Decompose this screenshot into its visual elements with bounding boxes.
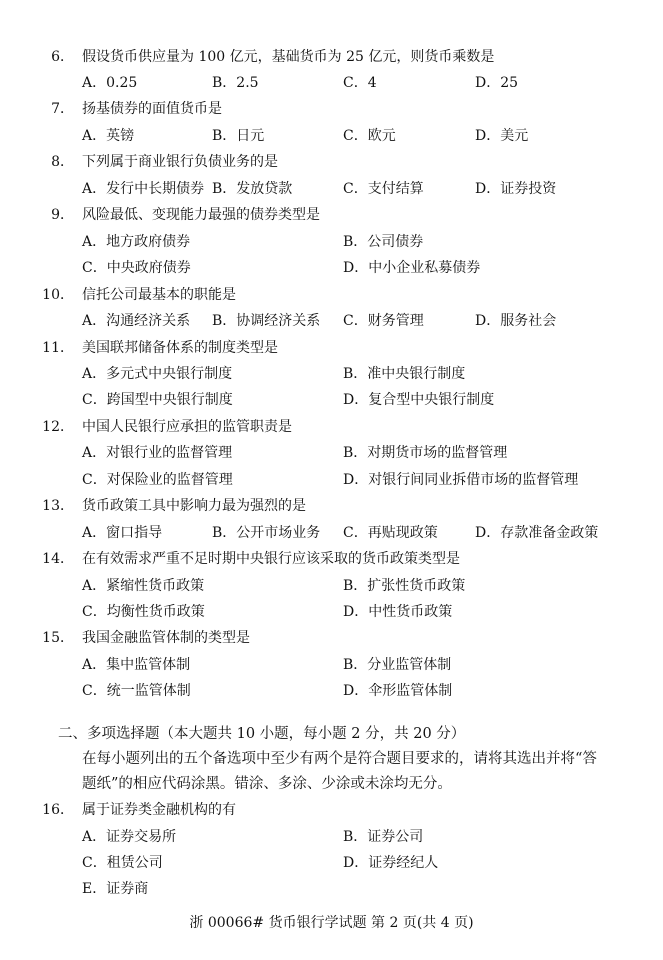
option-c: C．4 xyxy=(343,75,377,91)
option-a: A．对银行业的监督管理 xyxy=(82,445,233,461)
option-d: D．25 xyxy=(475,75,519,91)
option-a: A．地方政府债券 xyxy=(82,234,191,250)
option-a: A．0.25 xyxy=(82,75,138,91)
question-number: 9． xyxy=(51,207,74,223)
option-b: B．2.5 xyxy=(212,75,259,91)
option-c: C．租赁公司 xyxy=(82,855,163,871)
option-b: B．协调经济关系 xyxy=(212,313,321,329)
question-text: 在有效需求严重不足时期中央银行应该采取的货币政策类型是 xyxy=(82,551,460,567)
question-text: 货币政策工具中影响力最为强烈的是 xyxy=(82,498,306,514)
question-text: 假设货币供应量为 100 亿元，基础货币为 25 亿元，则货币乘数是 xyxy=(82,49,495,65)
option-a: A．发行中长期债券 xyxy=(82,181,205,197)
option-d: D．证券经纪人 xyxy=(343,855,439,871)
question-text: 信托公司最基本的职能是 xyxy=(82,287,236,303)
option-b: B．对期货市场的监督管理 xyxy=(343,445,508,461)
option-d: D．美元 xyxy=(475,128,529,144)
option-d: D．复合型中央银行制度 xyxy=(343,392,495,408)
option-c: C．对保险业的监督管理 xyxy=(82,472,233,488)
option-c: C．统一监管体制 xyxy=(82,683,191,699)
question-number: 11． xyxy=(42,340,74,356)
option-a: A．证券交易所 xyxy=(82,829,177,845)
question-text: 风险最低、变现能力最强的债券类型是 xyxy=(82,207,320,223)
option-c: C．均衡性货币政策 xyxy=(82,604,205,620)
option-b: B．公开市场业务 xyxy=(212,525,321,541)
question-number: 13． xyxy=(42,498,74,514)
option-a: A．窗口指导 xyxy=(82,525,163,541)
option-b: B．分业监管体制 xyxy=(343,657,452,673)
section-instruction-line-2: 题纸”的相应代码涂黑。错涂、多涂、少涂或未涂均无分。 xyxy=(82,776,452,792)
question-text: 美国联邦储备体系的制度类型是 xyxy=(82,340,278,356)
option-b: B．公司债券 xyxy=(343,234,424,250)
option-d: D．存款准备金政策 xyxy=(475,525,599,541)
question-text: 属于证券类金融机构的有 xyxy=(82,802,236,818)
question-text: 中国人民银行应承担的监管职责是 xyxy=(82,419,292,435)
option-b: B．准中央银行制度 xyxy=(343,366,466,382)
option-b: B．发放贷款 xyxy=(212,181,293,197)
question-number: 6． xyxy=(51,49,74,65)
option-a: A．集中监管体制 xyxy=(82,657,191,673)
question-number: 10． xyxy=(42,287,74,303)
option-b: B．日元 xyxy=(212,128,265,144)
option-d: D．中小企业私募债券 xyxy=(343,260,481,276)
option-d: D．证券投资 xyxy=(475,181,557,197)
option-a: A．紧缩性货币政策 xyxy=(82,578,205,594)
option-c: C．欧元 xyxy=(343,128,396,144)
option-a: A．沟通经济关系 xyxy=(82,313,191,329)
question-text: 下列属于商业银行负债业务的是 xyxy=(82,154,278,170)
option-a: A．英镑 xyxy=(82,128,135,144)
option-b: B．证券公司 xyxy=(343,829,424,845)
section-instruction-line-1: 在每小题列出的五个备选项中至少有两个是符合题目要求的，请将其选出并将“答 xyxy=(82,751,597,767)
option-c: C．跨国型中央银行制度 xyxy=(82,392,233,408)
question-text: 扬基债券的面值货币是 xyxy=(82,101,222,117)
option-d: D．对银行间同业拆借市场的监督管理 xyxy=(343,472,579,488)
page-footer: 浙 00066# 货币银行学试题 第 2 页(共 4 页) xyxy=(189,915,474,931)
option-d: D．服务社会 xyxy=(475,313,557,329)
question-text: 我国金融监管体制的类型是 xyxy=(82,630,250,646)
option-d: D．中性货币政策 xyxy=(343,604,453,620)
question-number: 7． xyxy=(51,101,74,117)
question-number: 12． xyxy=(42,419,74,435)
option-a: A．多元式中央银行制度 xyxy=(82,366,233,382)
option-e: E．证券商 xyxy=(82,881,149,897)
option-c: C．支付结算 xyxy=(343,181,424,197)
option-d: D．伞形监管体制 xyxy=(343,683,453,699)
section-heading: 二、多项选择题（本大题共 10 小题，每小题 2 分，共 20 分） xyxy=(58,726,466,742)
option-c: C．再贴现政策 xyxy=(343,525,438,541)
option-c: C．财务管理 xyxy=(343,313,424,329)
question-number: 15． xyxy=(42,630,74,646)
question-number: 14． xyxy=(42,551,74,567)
question-number: 16． xyxy=(42,802,74,818)
option-c: C．中央政府债券 xyxy=(82,260,191,276)
option-b: B．扩张性货币政策 xyxy=(343,578,466,594)
question-number: 8． xyxy=(51,154,74,170)
